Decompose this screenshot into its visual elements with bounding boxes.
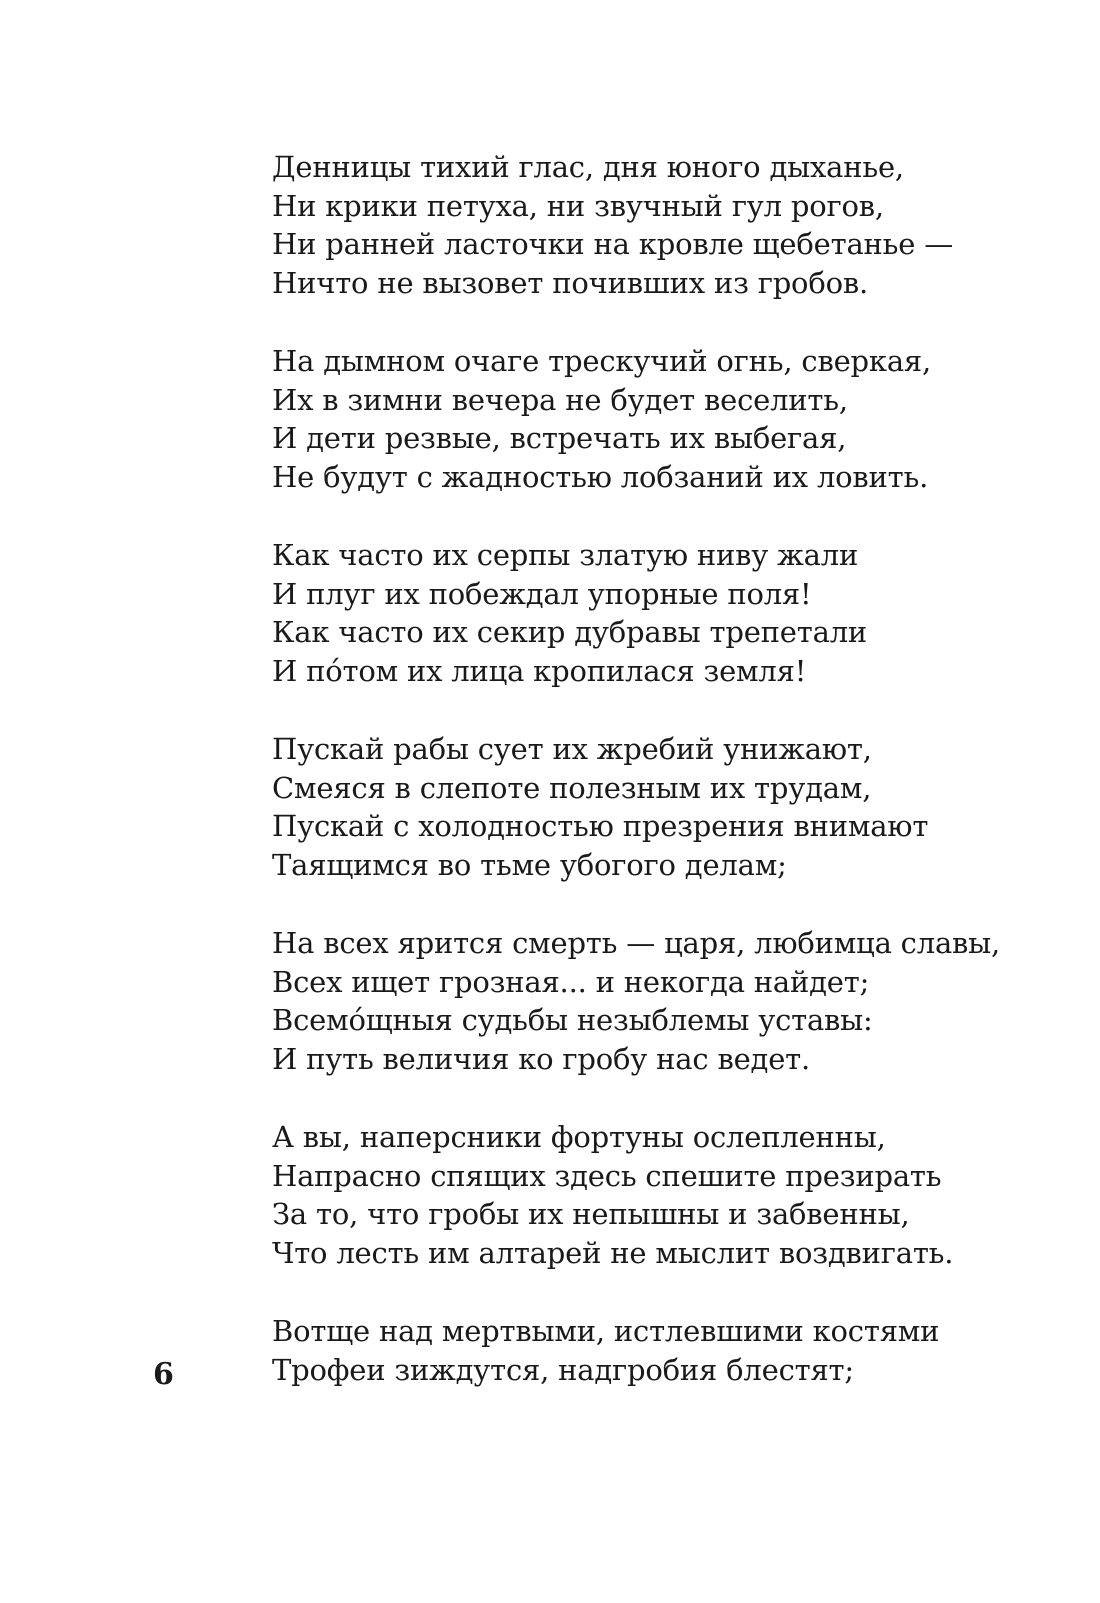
stanza [272,148,1032,302]
stanza [272,924,1032,1078]
poem-line: Не будут с жадностью лобзаний их ловить. [272,459,929,494]
poem-line: Всех ищет грозная... и некогда найдет; [272,964,870,999]
poem-line: И путь величия ко гробу нас ведет. [272,1041,811,1076]
poem-line: На дымном очаге трескучий огнь, сверкая, [272,344,932,378]
poem-line: Как часто их секир дубравы трепетали [272,615,868,649]
stanza [272,1312,1032,1389]
poem-line: Всемóщныя судьбы незыблемы уставы: [272,1003,873,1037]
stanza [272,342,1032,496]
poem-line: Ни крики петуха, ни звучный гул рогов, [272,188,884,223]
poem-line: Вотще над мертвыми, истлевшими костями [272,1314,940,1348]
poem-line: Что лесть им алтарей не мыслит воздвигать. [272,1235,954,1270]
poem-line: Таящимся во тьме убогого делам; [272,847,787,882]
stanza [272,1118,1032,1272]
poem-line: И пóтом их лица кропилася земля! [272,653,807,688]
poem-line: Пускай с холодностью презрения внимают [272,809,929,843]
stanza [272,536,1032,690]
poem-line: Их в зимни вечера не будет веселить, [272,382,848,417]
page-number: 6 [153,1357,174,1392]
poem-line: И плуг их побеждал упорные поля! [272,576,812,611]
poem-line: Напрасно спящих здесь спешите презирать [272,1158,942,1193]
poem-line: Как часто их серпы златую ниву жали [272,538,859,572]
poem-line: За то, что гробы их непышны и забвенны, [272,1197,910,1231]
poem-line: Ничто не вызовет почивших из гробов. [272,265,868,300]
poem-line: А вы, наперсники фортуны ослепленны, [272,1120,886,1154]
poem-text [272,148,1032,1429]
stanza [272,730,1032,884]
poem-line: Трофеи зиждутся, надгробия блестят; [272,1352,854,1387]
poem-line: И дети резвые, встречать их выбегая, [272,421,847,455]
poem-line: Смеяся в слепоте полезным их трудам, [272,770,872,805]
poem-line: На всех ярится смерть — царя, любимца славы, [272,926,1001,960]
poem-line: Ни ранней ласточки на кровле щебетанье — [272,227,954,261]
poem-line: Денницы тихий глас, дня юного дыханье, [272,150,904,184]
poem-line: Пускай рабы сует их жребий унижают, [272,732,872,766]
